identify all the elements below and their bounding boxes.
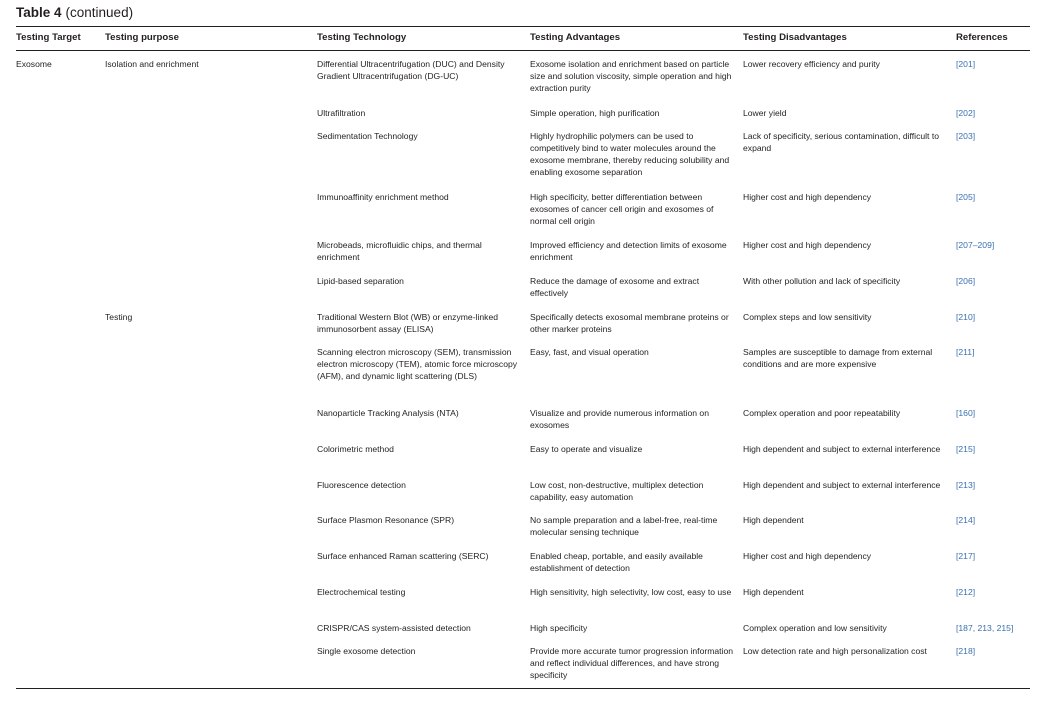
- cell-technology: Lipid-based separation: [317, 276, 404, 286]
- cell-reference-link[interactable]: [217]: [956, 551, 976, 561]
- cell-advantages: Provide more accurate tumor progression information and reflect individual differences, and have strong specificity: [530, 646, 733, 680]
- cell-technology: Ultrafiltration: [317, 108, 366, 118]
- cell-disadvantages: Low detection rate and high personalization cost: [743, 646, 927, 656]
- table-caption: [16, 5, 133, 20]
- cell-advantages: Exosome isolation and enrichment based on particle size and solution viscosity, simple operation and high extraction purity: [530, 59, 732, 93]
- cell-advantages: High sensitivity, high selectivity, low cost, easy to use: [530, 587, 732, 597]
- cell-purpose: Isolation and enrichment: [105, 59, 199, 69]
- cell-reference-link[interactable]: [211]: [956, 347, 975, 357]
- cell-disadvantages: High dependent: [743, 587, 804, 597]
- header-testing-advantages: Testing Advantages: [530, 32, 621, 43]
- cell-advantages: No sample preparation and a label-free, real-time molecular sensing technique: [530, 515, 718, 537]
- header-testing-purpose: Testing purpose: [105, 32, 179, 43]
- cell-technology: Microbeads, microfluidic chips, and thermal enrichment: [317, 240, 482, 262]
- cell-technology: Sedimentation Technology: [317, 131, 418, 141]
- cell-disadvantages: Higher cost and high dependency: [743, 551, 872, 561]
- cell-technology: Traditional Western Blot (WB) or enzyme-linked immunosorbent assay (ELISA): [317, 312, 499, 334]
- cell-disadvantages: Higher cost and high dependency: [743, 240, 872, 250]
- cell-advantages: Simple operation, high purification: [530, 108, 660, 118]
- cell-reference-link[interactable]: [218]: [956, 646, 976, 656]
- cell-reference-link[interactable]: [202]: [956, 108, 976, 118]
- cell-advantages: Reduce the damage of exosome and extract effectively: [530, 276, 700, 298]
- cell-reference-link[interactable]: [206]: [956, 276, 976, 286]
- cell-advantages: Improved efficiency and detection limits of exosome enrichment: [530, 240, 727, 262]
- cell-advantages: Highly hydrophilic polymers can be used to competitively bind to water molecules around the exosome membrane, thereby reducing solubility and enabling exosome separation: [530, 131, 730, 177]
- cell-reference-link[interactable]: [213]: [956, 480, 976, 490]
- cell-disadvantages: High dependent: [743, 515, 804, 525]
- top-rule: [16, 26, 1030, 27]
- table-number: Table 4: [16, 5, 62, 20]
- cell-disadvantages: Samples are susceptible to damage from external conditions and are more expensive: [743, 347, 933, 369]
- cell-disadvantages: Complex operation and low sensitivity: [743, 623, 887, 633]
- cell-disadvantages: With other pollution and lack of specificity: [743, 276, 901, 286]
- cell-advantages: Specifically detects exosomal membrane proteins or other marker proteins: [530, 312, 729, 334]
- cell-reference-link[interactable]: [201]: [956, 59, 976, 69]
- cell-technology: Electrochemical testing: [317, 587, 406, 597]
- cell-advantages: High specificity, better differentiation between exosomes of cancer cell origin and exosomes of normal cell origin: [530, 192, 714, 226]
- cell-technology: Scanning electron microscopy (SEM), transmission electron microscopy (TEM), atomic force microscopy (AFM), and dynamic light scattering (DLS): [317, 347, 518, 381]
- header-testing-target: Testing Target: [16, 32, 81, 43]
- cell-reference-link[interactable]: [187, 213, 215]: [956, 623, 1014, 633]
- cell-disadvantages: Complex operation and poor repeatability: [743, 408, 901, 418]
- cell-advantages: Easy to operate and visualize: [530, 444, 643, 454]
- bottom-rule: [16, 688, 1030, 689]
- cell-reference-link[interactable]: [203]: [956, 131, 976, 141]
- table-continued-label: (continued): [65, 5, 134, 20]
- cell-technology: CRISPR/CAS system-assisted detection: [317, 623, 471, 633]
- cell-advantages: Enabled cheap, portable, and easily available establishment of detection: [530, 551, 703, 573]
- cell-reference-link[interactable]: [215]: [956, 444, 976, 454]
- cell-technology: Fluorescence detection: [317, 480, 406, 490]
- header-references: References: [956, 32, 1008, 43]
- cell-disadvantages: Higher cost and high dependency: [743, 192, 872, 202]
- cell-reference-link[interactable]: [214]: [956, 515, 976, 525]
- cell-advantages: Visualize and provide numerous information on exosomes: [530, 408, 709, 430]
- cell-advantages: Low cost, non-destructive, multiplex detection capability, easy automation: [530, 480, 704, 502]
- header-testing-technology: Testing Technology: [317, 32, 407, 43]
- cell-reference-link[interactable]: [212]: [956, 587, 976, 597]
- cell-technology: Single exosome detection: [317, 646, 416, 656]
- cell-technology: Differential Ultracentrifugation (DUC) and Density Gradient Ultracentrifugation (DG-UC): [317, 59, 505, 81]
- cell-disadvantages: Lower recovery efficiency and purity: [743, 59, 880, 69]
- cell-disadvantages: High dependent and subject to external interference: [743, 444, 941, 454]
- cell-reference-link[interactable]: [210]: [956, 312, 976, 322]
- cell-reference-link[interactable]: [160]: [956, 408, 976, 418]
- cell-technology: Colorimetric method: [317, 444, 394, 454]
- cell-reference-link[interactable]: [205]: [956, 192, 976, 202]
- cell-advantages: Easy, fast, and visual operation: [530, 347, 649, 357]
- cell-technology: Surface Plasmon Resonance (SPR): [317, 515, 455, 525]
- cell-technology: Surface enhanced Raman scattering (SERC): [317, 551, 489, 561]
- cell-reference-link[interactable]: [207–209]: [956, 240, 995, 250]
- cell-technology: Nanoparticle Tracking Analysis (NTA): [317, 408, 459, 418]
- cell-technology: Immunoaffinity enrichment method: [317, 192, 449, 202]
- cell-disadvantages: Lower yield: [743, 108, 787, 118]
- cell-target: Exosome: [16, 59, 52, 69]
- cell-disadvantages: High dependent and subject to external interference: [743, 480, 941, 490]
- cell-disadvantages: Complex steps and low sensitivity: [743, 312, 872, 322]
- cell-disadvantages: Lack of specificity, serious contamination, difficult to expand: [743, 131, 939, 153]
- header-rule: [16, 50, 1030, 51]
- cell-purpose: Testing: [105, 312, 133, 322]
- cell-advantages: High specificity: [530, 623, 588, 633]
- header-testing-disadvantages: Testing Disadvantages: [743, 32, 847, 43]
